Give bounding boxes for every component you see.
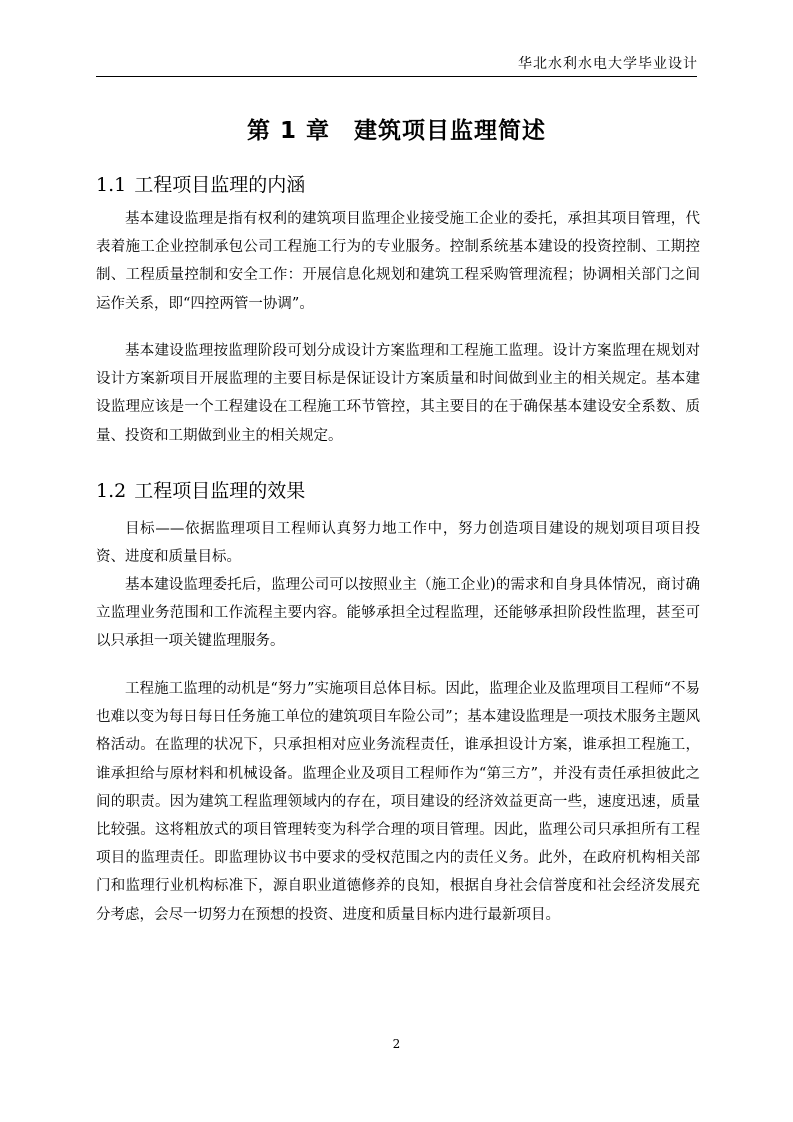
section-heading-1-1: [96, 170, 305, 197]
section-title-text: 工程项目监理的内涵: [134, 174, 306, 196]
running-header: 华北水利水电大学毕业设计: [518, 56, 698, 72]
section-heading-1-2: [96, 476, 305, 503]
section-title-text: 工程项目监理的效果: [134, 480, 306, 502]
paragraph: 基本建设监理是指有权利的建筑项目监理企业接受施工企业的委托，承担其项目管理，代表着施工企业控制承包公司工程施工行为的专业服务。控制系统基本建设的投资控制、工期控制、工程质量控制和安全工作：开展信息化规划和建筑工程采购管理流程；协调相关部门之间运作关系，即“四控两管一协调”。: [96, 211, 700, 312]
paragraph: 基本建设监理委托后，监理公司可以按照业主（施工企业)的需求和自身具体情况，商讨确立监理业务范围和工作流程主要内容。能够承担全过程监理，还能够承担阶段性监理，甚至可以只承担一项关键监理服务。: [96, 577, 700, 650]
paragraph: 工程施工监理的动机是“努力”实施项目总体目标。因此，监理企业及监理项目工程师“不易也难以变为每日每日任务施工单位的建筑项目车险公司”；基本建设监理是一项技术服务主题风格活动。在监理的状况下，只承担相对应业务流程责任，谁承担设计方案，谁承担工程施工，谁承担给与原材料和机械设备。监理企业及项目工程师作为“第三方”，并没有责任承担彼此之间的职责。因为建筑工程监理领域内的存在，项目建设的经济效益更高一些，速度迅速，质量比较强。这将粗放式的项目管理转变为科学合理的项目管理。因此，监理公司只承担所有工程项目的监理责任。即监理协议书中要求的受权范围之内的责任义务。此外，在政府机构相关部门和监理行业机构标准下，源自职业道德修养的良知，根据自身社会信誉度和社会经济发展充分考虑，会尽一切努力在预想的投资、进度和质量目标内进行最新项目。: [96, 681, 700, 923]
paragraph: 基本建设监理按监理阶段可划分成设计方案监理和工程施工监理。设计方案监理在规划对设计方案新项目开展监理的主要目标是保证设计方案质量和时间做到业主的相关规定。基本建设监理应该是一个工程建设在工程施工环节管控，其主要目的在于确保基本建设安全系数、质量、投资和工期做到业主的相关规定。: [96, 343, 700, 444]
section-number: 1.1: [96, 174, 127, 196]
section-number: 1.2: [96, 480, 127, 502]
paragraph: 目标——依据监理项目工程师认真努力地工作中，努力创造项目建设的规划项目项目投资、进度和质量目标。: [96, 521, 700, 566]
header-rule: [96, 76, 697, 77]
page-number: 2: [392, 1037, 401, 1051]
chapter-title: 第 1 章 建筑项目监理简述: [246, 118, 547, 144]
